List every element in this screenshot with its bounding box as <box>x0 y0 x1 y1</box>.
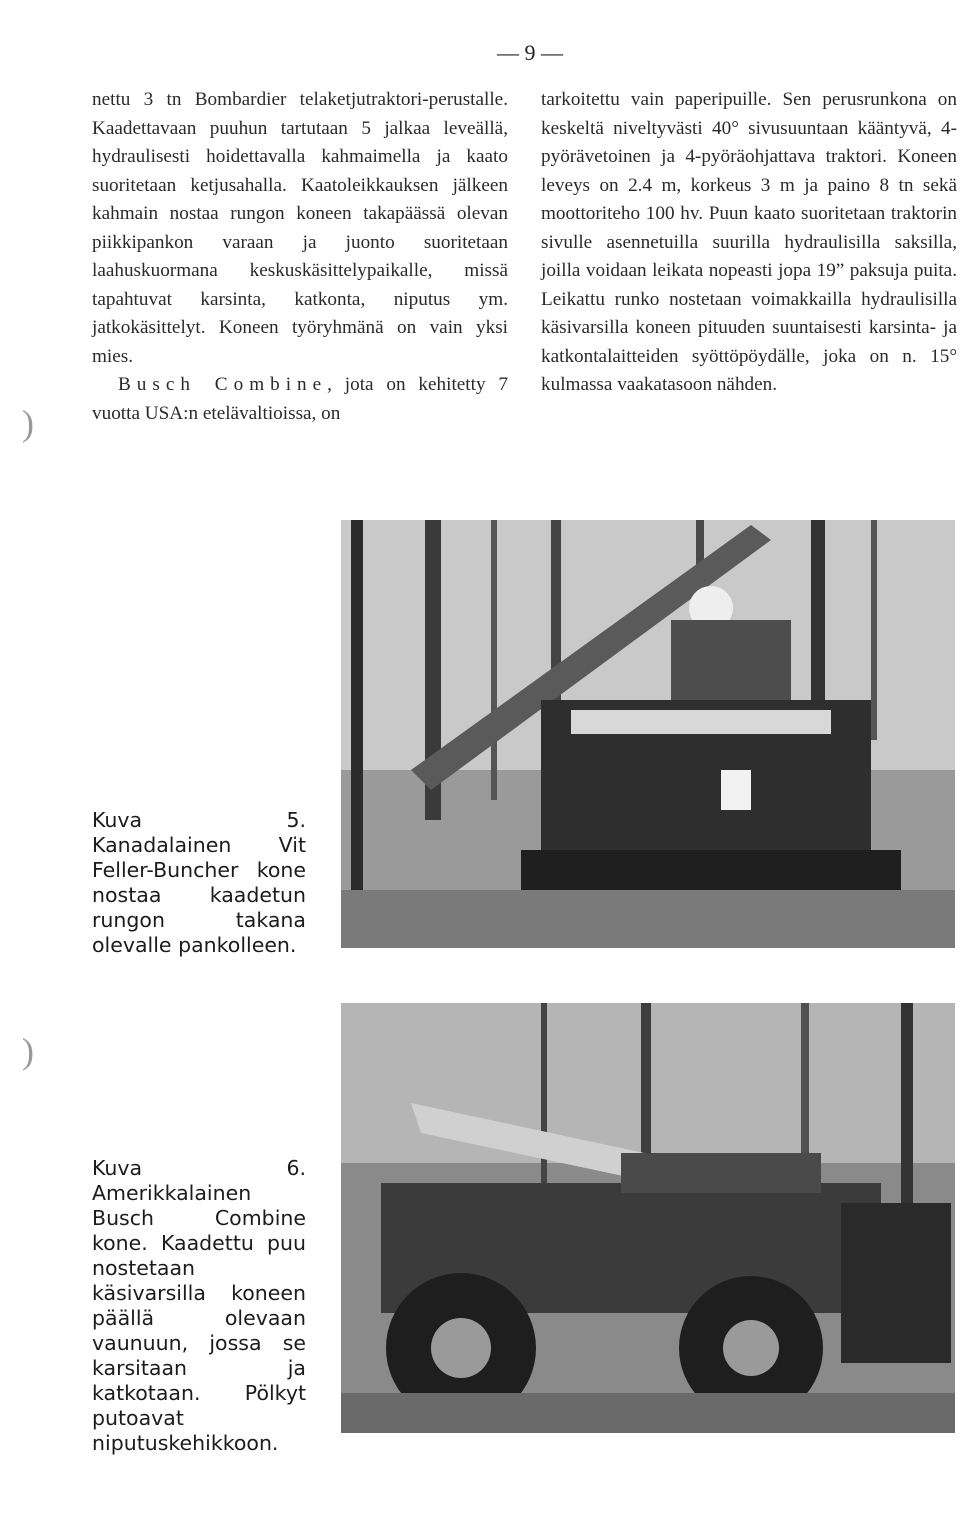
left-text-column <box>92 86 508 428</box>
photo-feller-buncher-image <box>341 520 955 948</box>
left-paragraph-2-rest: , jota on kehitetty 7 vuotta USA:n etelävaltioissa, on <box>92 374 508 424</box>
figure-5-caption: Kuva 5. Kanadalainen Vit Feller-Buncher kone nostaa kaadetun rungon takana olevalle pankolleen. <box>92 808 306 957</box>
margin-mark: ) <box>22 1031 34 1071</box>
margin-mark: ) <box>22 403 34 443</box>
photo-busch-combine <box>341 1003 955 1433</box>
photo-busch-combine-image <box>341 1003 955 1433</box>
photo-feller-buncher <box>341 520 955 948</box>
right-paragraph-1: tarkoitettu vain paperipuille. Sen perusrunkona on keskeltä niveltyvästi 40° sivusuuntaan kääntyvä, 4-pyörävetoinen ja 4-pyöräohjattava traktori. Koneen leveys on 2.4 m, korkeus 3 m ja paino 8 tn sekä moottoriteho 100 hv. Puun kaato suoritetaan traktorin sivulle asennetuilla suurilla hydraulisilla saksilla, joilla voidaan leikata nopeasti jopa 19” paksuja puita. Leikattu runko nostetaan voimakkailla hydraulisilla käsivarsilla koneen pituuden suuntaisesti karsinta- ja katkontalaitteiden syöttöpöydälle, joka on n. 15° kulmassa vaakatasoon nähden. <box>541 89 957 395</box>
right-text-column <box>541 86 957 400</box>
left-paragraph-2 <box>92 371 508 428</box>
page-number: — 9 — <box>497 40 563 65</box>
machine-name-spaced: Busch Combine <box>118 374 328 395</box>
left-paragraph-1: nettu 3 tn Bombardier telaketjutraktori-perustalle. Kaadettavaan puuhun tartutaan 5 jalkaa leveällä, hydraulisesti hoidettavalla kahmaimella ja kaato suoritetaan ketjusahalla. Kaatoleikkauksen jälkeen kahmain nostaa rungon koneen takapäässä olevan piikkipankon varaan ja juonto suoritetaan laahuskuormana keskuskäsittelypaikalle, missä tapahtuvat karsinta, katkonta, niputus ym. jatkokäsittelyt. Koneen työryhmänä on vain yksi mies. <box>92 89 508 367</box>
figure-6-caption: Kuva 6. Amerikkalainen Busch Combine kone. Kaadettu puu nostetaan käsivarsilla koneen päällä olevaan vaunuun, jossa se karsitaan ja katkotaan. Pölkyt putoavat niputuskehikkoon. <box>92 1156 306 1455</box>
